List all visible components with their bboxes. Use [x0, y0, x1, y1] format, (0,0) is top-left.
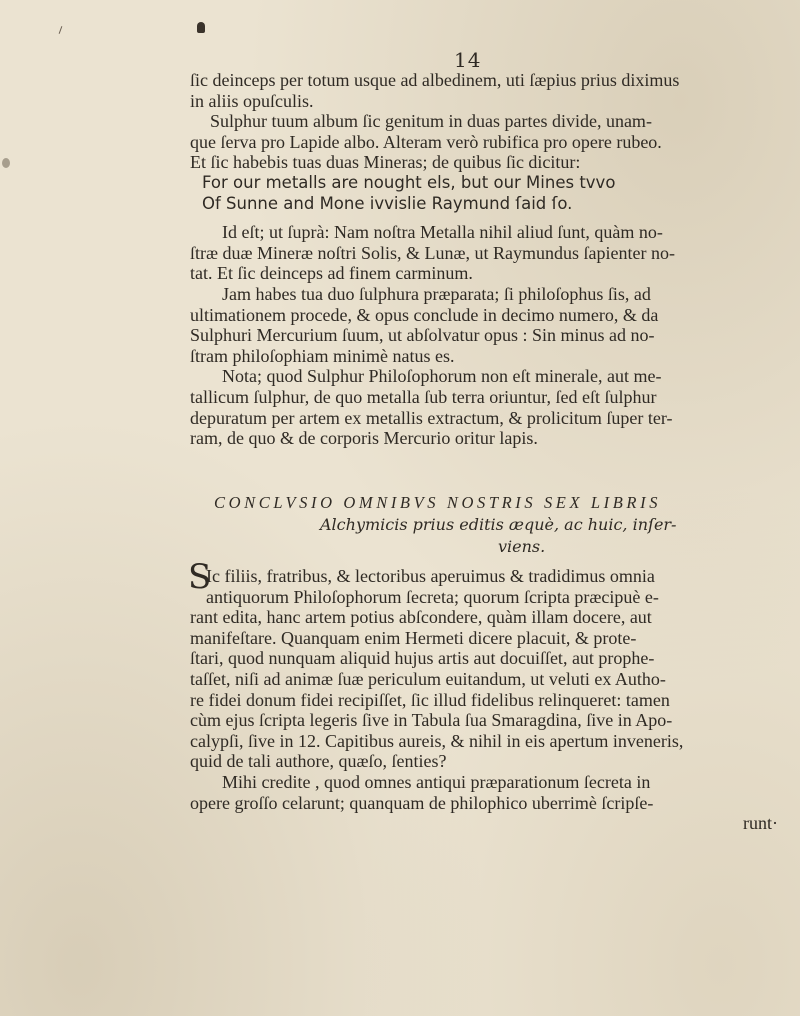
text-line: Mihi credite , quod omnes antiqui præparationum ſecreta in — [222, 771, 651, 792]
text-line: tat. Et ſic deinceps ad finem carminum. — [190, 263, 473, 284]
text-line: Nota; quod Sulphur Philoſophorum non eſt minerale, aut me- — [222, 366, 662, 387]
text-line: ſic deinceps per totum usque ad albedinem, uti ſæpius prius diximus — [190, 70, 680, 90]
text-line: opere groſſo celarunt; quanquam de philophico uberrimè ſcripſe- — [190, 792, 654, 813]
text-line: rant edita, hanc artem potius abſcondere, quàm illam docere, aut — [190, 607, 652, 628]
body-text-bottom — [190, 566, 790, 834]
text-line: calypſi, ſive in 12. Capitibus aureis, & nihil in eis apertum inveneris, — [190, 730, 684, 751]
page-number: 14 — [454, 48, 482, 72]
section-heading: CONCLVSIO OMNIBVS NOSTRIS SEX LIBRIS — [214, 493, 662, 512]
text-line: antiquorum Philoſophorum ſecreta; quorum ſcripta præcipuè e- — [206, 586, 659, 607]
text-line: re fidei donum fidei recipiſſet, ſic illud fidelibus relinqueret: tamen — [190, 689, 670, 710]
text-line: ram, de quo & de corporis Mercurio oritur lapis. — [190, 428, 538, 449]
drop-cap: S — [188, 557, 212, 597]
ink-blot — [197, 22, 205, 33]
text-line: que ſerva pro Lapide albo. Alteram verò rubifica pro opere rubeo. — [190, 131, 662, 152]
catchword: runt· — [743, 813, 778, 834]
spacer — [190, 214, 790, 222]
text-line: Id eſt; ut ſuprà: Nam noſtra Metalla nihil aliud ſunt, quàm no- — [222, 222, 663, 243]
text-line: quid de tali authore, quæſo, ſenties? — [190, 751, 447, 772]
text-line: ultimationem procede, & opus conclude in decimo numero, & da — [190, 304, 659, 325]
text-line: Et ſic habebis tuas duas Mineras; de quibus ſic dicitur: — [190, 152, 581, 173]
section-subheading: Alchymicis prius editis æquè, ac huic, inſer- — [320, 515, 677, 534]
body-text-top — [190, 70, 790, 449]
ink-mark — [59, 26, 63, 34]
section-subheading: viens. — [498, 537, 546, 556]
text-line: in aliis opuſculis. — [190, 90, 314, 111]
text-line: ſtram philoſophiam minimè natus es. — [190, 345, 455, 366]
text-line: ſtræ duæ Mineræ noſtri Solis, & Lunæ, ut Raymundus ſapienter no- — [190, 242, 675, 263]
verse-line: Of Sunne and Mone ivvislie Raymund ſaid ſo. — [202, 193, 573, 213]
text-line: ſtari, quod nunquam aliquid hujus artis aut docuiſſet, aut prophe- — [190, 648, 655, 669]
text-line: depuratum per artem ex metallis extractum, & prolicitum ſuper ter- — [190, 407, 673, 428]
text-line: tallicum ſulphur, de quo metalla ſub terra oriuntur, ſed eſt ſulphur — [190, 386, 657, 407]
text-line: cùm ejus ſcripta legeris ſive in Tabula ſua Smaragdina, ſive in Apo- — [190, 710, 673, 731]
text-line: Sulphur tuum album ſic genitum in duas partes divide, unam- — [210, 111, 652, 132]
text-line: Sulphuri Mercurium ſuum, ut abſolvatur opus : Sin minus ad no- — [190, 325, 655, 346]
text-line: Jam habes tua duo ſulphura præparata; ſi philoſophus ſis, ad — [222, 283, 651, 304]
verse-line: For our metalls are nought els, but our Mines tvvo — [202, 172, 616, 192]
text-line: manifeſtare. Quanquam enim Hermeti dicere placuit, & prote- — [190, 627, 637, 648]
ink-blot — [2, 158, 10, 168]
text-line: taſſet, niſi ad animæ ſuæ periculum euitandum, ut veluti ex Autho- — [190, 668, 666, 689]
text-line: Ic filiis, fratribus, & lectoribus aperuimus & tradidimus omnia — [206, 566, 655, 586]
